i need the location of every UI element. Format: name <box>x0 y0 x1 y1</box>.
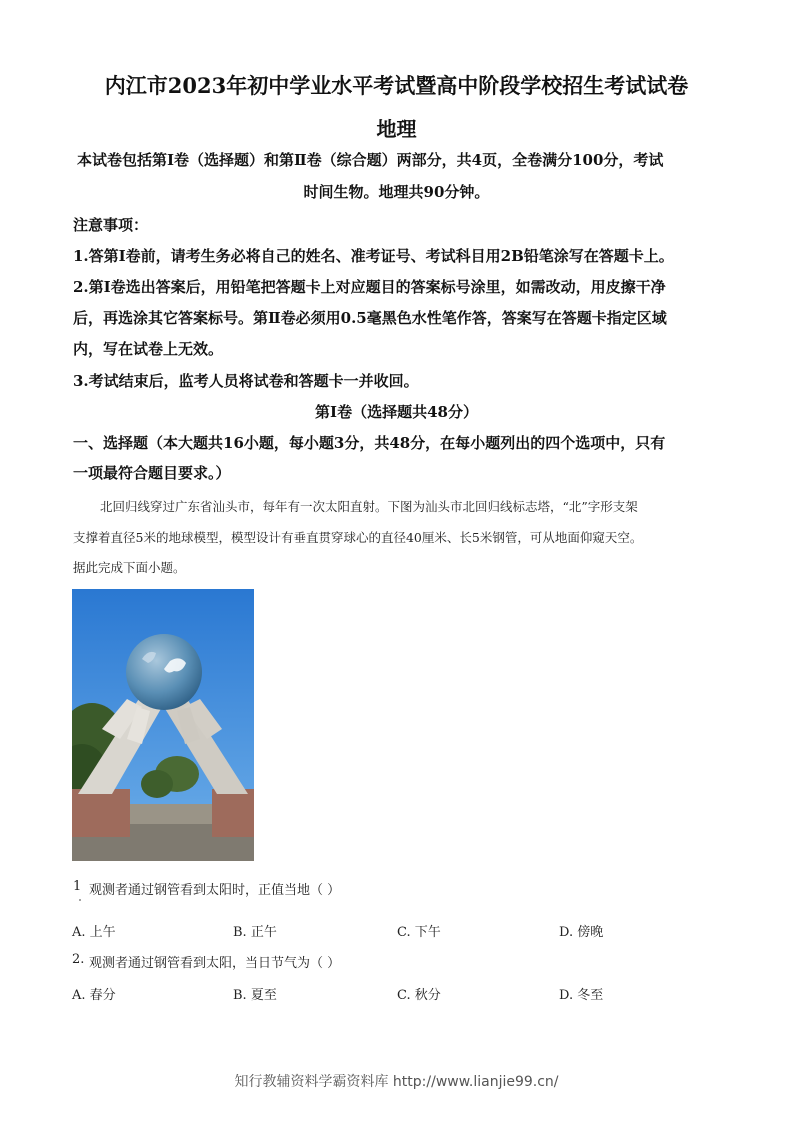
passage-line: 北回归线穿过广东省汕头市，每年有一次太阳直射。下图为汕头市北回归线标志塔，“北”字形支架 <box>100 499 638 514</box>
option-a: A. 上午 <box>72 925 116 940</box>
decorative-dot <box>79 899 81 901</box>
question-stem: 观测者通过钢管看到太阳，当日节气为（ ） <box>89 956 341 971</box>
part1-heading: 第Ⅰ卷（选择题共48分） <box>315 403 478 421</box>
note-line: 后，再选涂其它答案标号。第Ⅱ卷必须用0.5毫黑色水性笔作答，答案写在答题卡指定区域 <box>73 309 667 327</box>
passage-line: 支撑着直径5米的地球模型，模型设计有垂直贯穿球心的直径40厘米、长5米钢管，可从地面仰窥天空。 <box>73 530 643 545</box>
intro-line-2: 时间生物。地理共90分钟。 <box>303 183 490 201</box>
passage-line: 据此完成下面小题。 <box>73 560 186 575</box>
footer-watermark: 知行教辅资料学霸资料库 http://www.lianjie99.cn/ <box>234 1074 559 1090</box>
option-b: B. 夏至 <box>233 988 277 1003</box>
option-c: C. 下午 <box>397 925 441 940</box>
subject-title: 地理 <box>376 117 417 141</box>
option-a: A. 春分 <box>72 988 116 1003</box>
section-instruction: 一、选择题（本大题共16小题，每小题3分，共48分，在每小题列出的四个选项中，只有 <box>73 434 666 452</box>
option-b: B. 正午 <box>233 925 277 940</box>
option-d: D. 冬至 <box>559 988 604 1003</box>
tropic-marker-photo <box>72 589 254 861</box>
exam-title: 内江市2023年初中学业水平考试暨高中阶段学校招生考试试卷 <box>104 73 689 98</box>
intro-line-1: 本试卷包括第Ⅰ卷（选择题）和第Ⅱ卷（综合题）两部分，共4页，全卷满分100分，考试 <box>77 151 664 169</box>
question-number: 1 <box>73 879 82 894</box>
note-line: 2.第Ⅰ卷选出答案后，用铅笔把答题卡上对应题目的答案标号涂里，如需改动，用皮擦干净 <box>73 278 666 296</box>
note-line: 1.答第Ⅰ卷前，请考生务必将自己的姓名、准考证号、考试科目用2B铅笔涂写在答题卡上。 <box>73 247 674 265</box>
note-line: 内，写在试卷上无效。 <box>73 340 224 358</box>
notes-heading: 注意事项： <box>73 216 149 234</box>
option-c: C. 秋分 <box>397 988 441 1003</box>
question-stem: 观测者通过钢管看到太阳时，正值当地（ ） <box>89 883 341 898</box>
section-instruction-cont: 一项最符合题目要求。） <box>73 464 231 482</box>
option-d: D. 傍晚 <box>559 925 604 940</box>
note-line: 3.考试结束后，监考人员将试卷和答题卡一并收回。 <box>73 372 419 390</box>
question-number: 2. <box>72 952 85 967</box>
